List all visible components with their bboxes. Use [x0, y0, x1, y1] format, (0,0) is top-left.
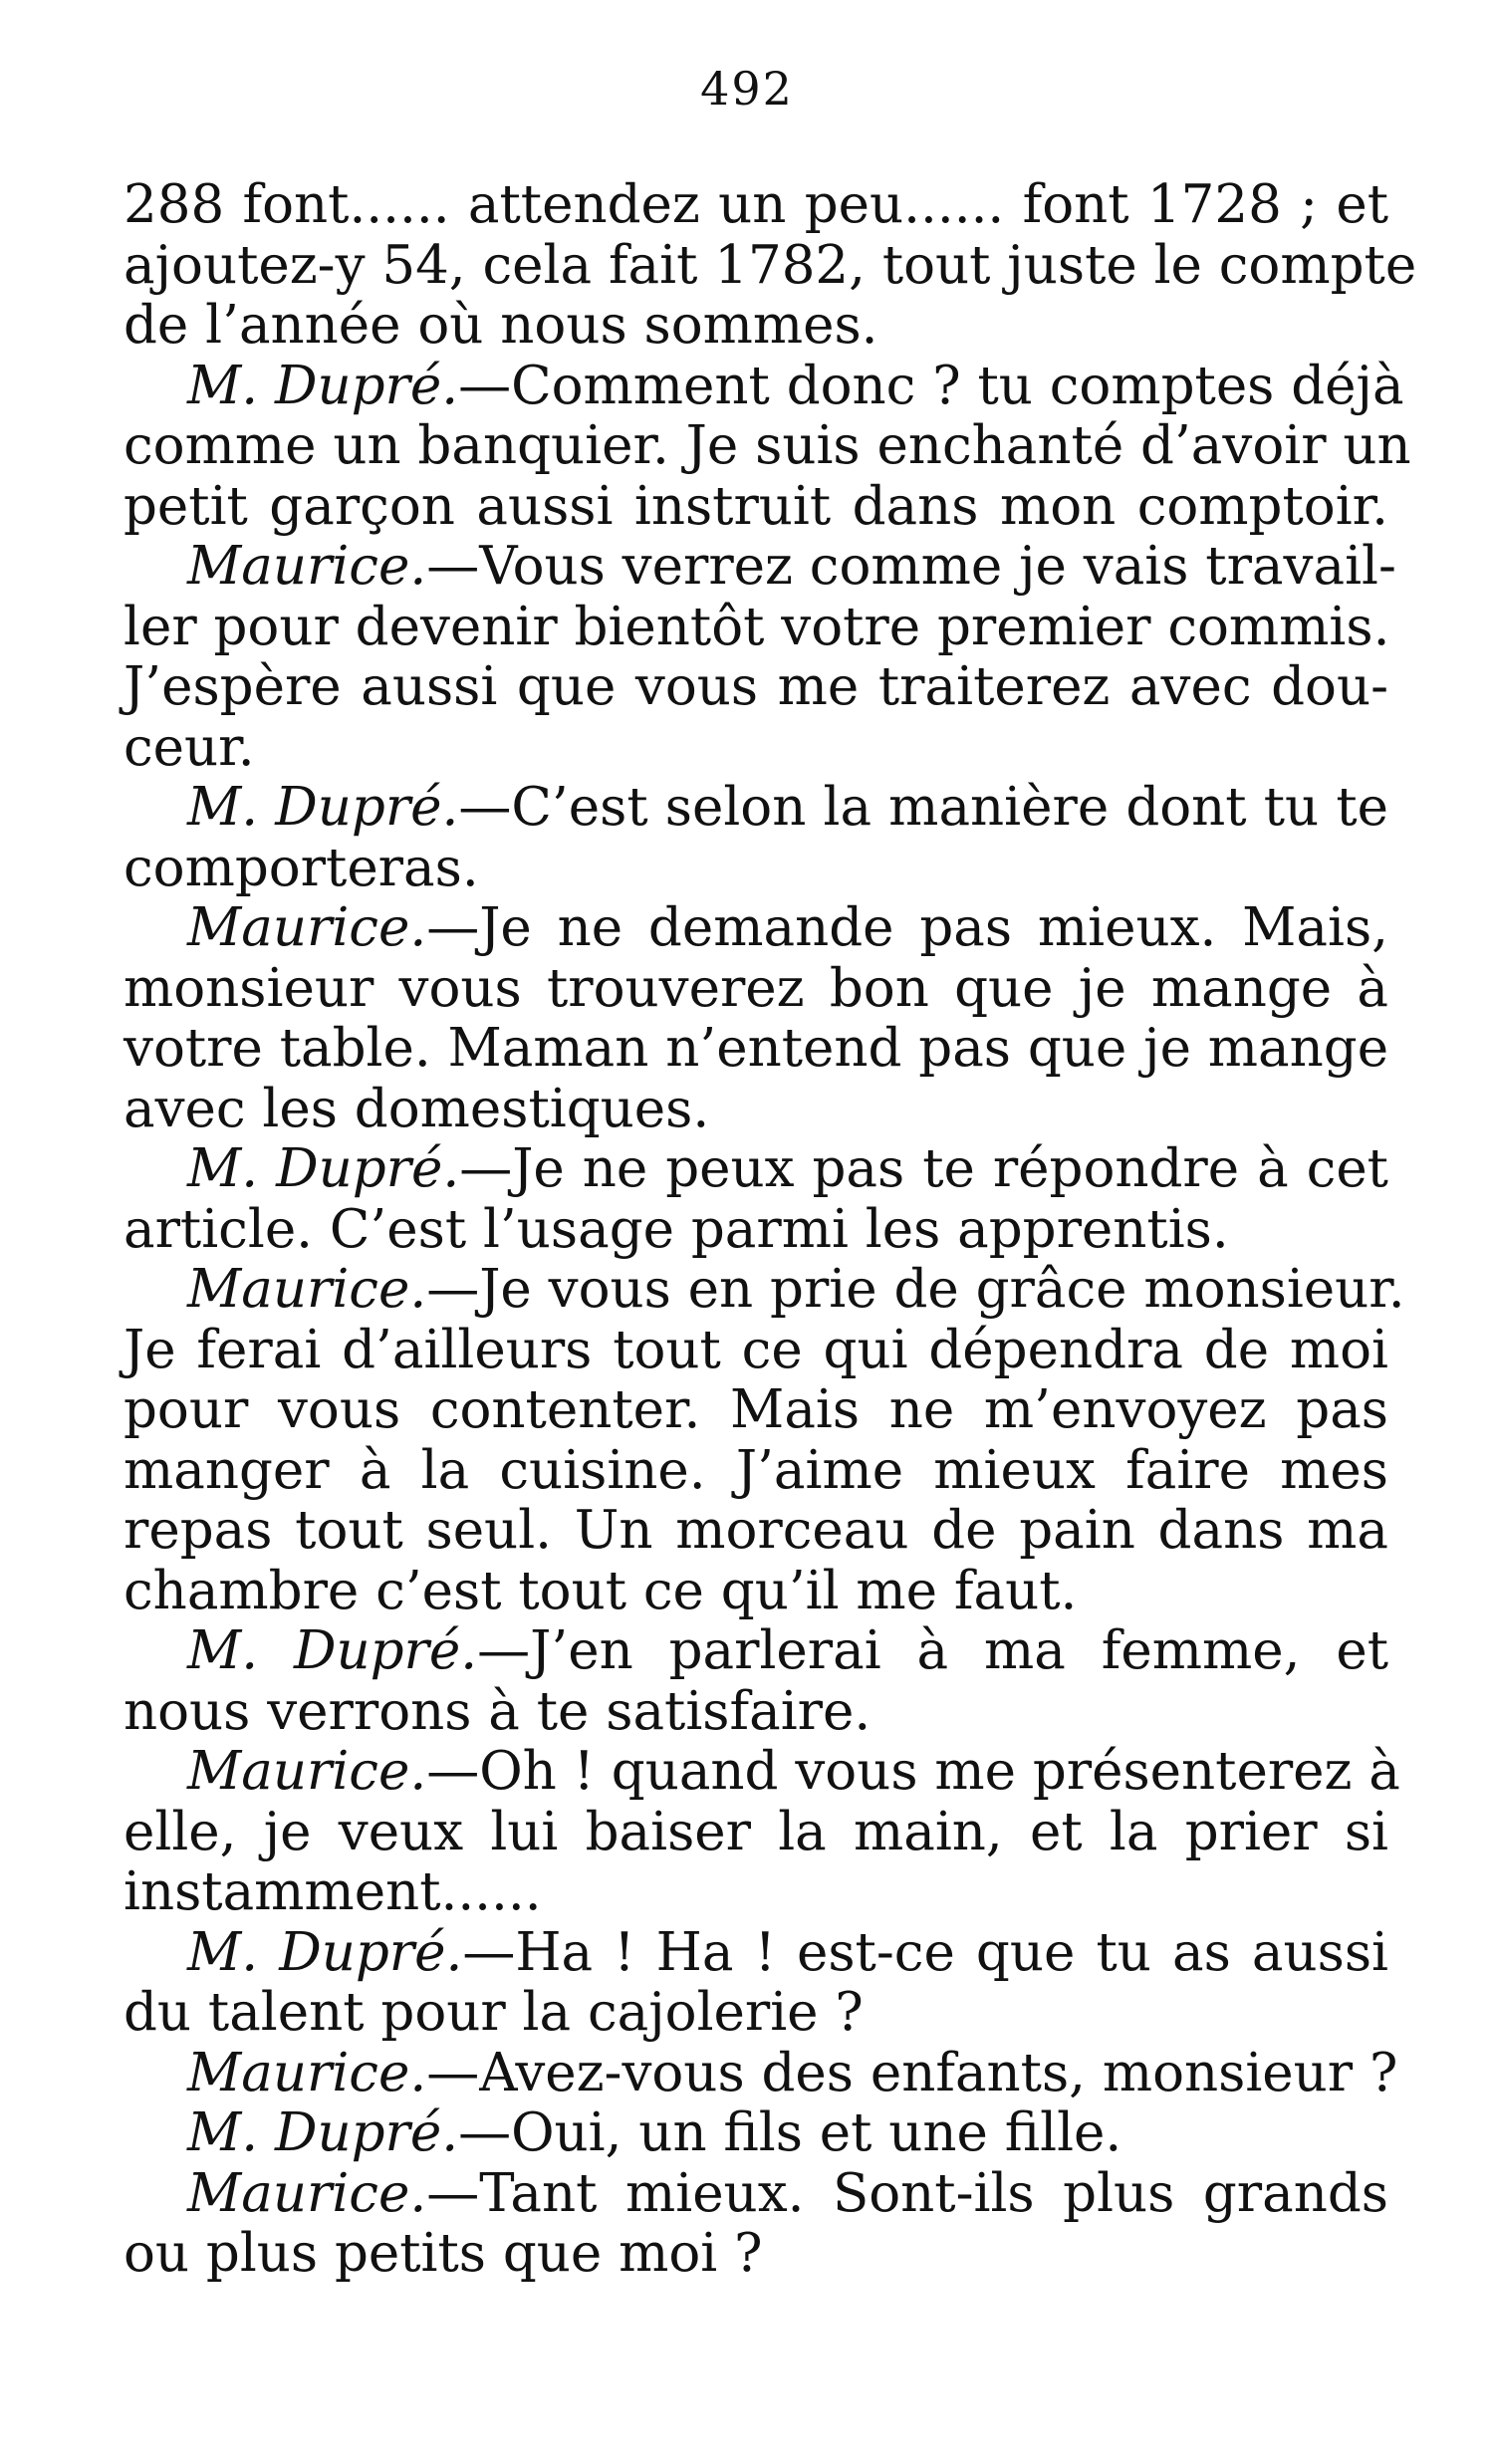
text-line [124, 1139, 1388, 1200]
text-line [124, 1441, 1388, 1502]
line-text: comporteras. [124, 837, 479, 898]
text-line [124, 1682, 1388, 1743]
line-text: ler pour devenir bientôt votre premier commis. [124, 596, 1390, 657]
line-text: —Je ne demande pas mieux. Mais, [426, 897, 1388, 958]
line-text: ou plus petits que moi ? [124, 2223, 763, 2284]
line-text: chambre c’est tout ce qu’il me faut. [124, 1560, 1078, 1621]
text-line [124, 1321, 1388, 1381]
line-text: elle, je veux lui baiser la main, et la prier si [124, 1801, 1388, 1862]
line-text: votre table. Maman n’entend pas que je mange [124, 1018, 1389, 1079]
line-text: J’espère aussi que vous me traiterez avec dou- [124, 656, 1388, 717]
line-text: monsieur vous trouverez bon que je mange à [124, 957, 1388, 1019]
speaker-name: M. Dupré. [187, 2102, 459, 2163]
speaker-name: Maurice. [187, 1259, 427, 1320]
text-line [124, 2042, 1398, 2104]
line-text: repas tout seul. Un morceau de pain dans ma [124, 1500, 1388, 1561]
text-line [124, 1862, 1388, 1923]
line-text: du talent pour la cajolerie ? [124, 1982, 864, 2043]
text-line [124, 1200, 1388, 1261]
text-line [124, 839, 1388, 899]
speaker-name: Maurice. [187, 2042, 427, 2103]
text-line [124, 234, 1417, 297]
text-line [124, 175, 1388, 236]
line-text: Je ferai d’ailleurs tout ce qui dépendra de moi [124, 1319, 1388, 1380]
line-text: —J’en parlerai à ma femme, et [477, 1620, 1388, 1681]
text-line [124, 415, 1411, 477]
dialogue-text [124, 174, 1417, 2285]
text-line [124, 1741, 1400, 1803]
text-line [124, 598, 1388, 658]
line-text: 288 font...... attendez un peu...... font 1728 ; et [124, 174, 1388, 235]
line-text: —Oh ! quand vous me présenterez à [426, 1741, 1400, 1802]
line-text: ajoutez-y 54, cela fait 1782, tout juste le compte [124, 234, 1417, 296]
text-line [124, 657, 1388, 718]
speaker-name: M. Dupré. [187, 1620, 478, 1681]
text-line [124, 1562, 1388, 1622]
speaker-name: Maurice. [187, 2162, 427, 2224]
line-text: comme un banquier. Je suis enchanté d’avoir un [124, 415, 1411, 476]
text-line [124, 355, 1404, 417]
speaker-name: Maurice. [187, 897, 427, 958]
line-text: —Je vous en prie de grâce monsieur. [426, 1259, 1405, 1320]
speaker-name: M. Dupré. [187, 777, 459, 838]
text-line [124, 1501, 1388, 1562]
line-text: pour vous contenter. Mais ne m’envoyez pas [124, 1379, 1388, 1440]
line-text: —C’est selon la manière dont tu te [458, 777, 1388, 838]
line-text: —Vous verrez comme je vais travail- [426, 536, 1396, 597]
line-text: —Oui, un fils et une fille. [458, 2102, 1122, 2163]
text-line [124, 1380, 1388, 1441]
text-line [124, 1019, 1388, 1080]
text-line [124, 959, 1388, 1020]
text-line [124, 718, 1388, 779]
text-line [124, 2224, 1388, 2285]
text-line [124, 898, 1388, 959]
text-line [124, 477, 1388, 538]
line-text: article. C’est l’usage parmi les apprentis. [124, 1198, 1229, 1260]
text-line [124, 296, 1388, 357]
line-text: manger à la cuisine. J’aime mieux faire mes [124, 1439, 1388, 1501]
text-line [124, 1621, 1388, 1682]
line-text: avec les domestiques. [124, 1078, 710, 1139]
line-text: —Avez-vous des enfants, monsieur ? [426, 2042, 1398, 2103]
text-line [124, 1259, 1405, 1321]
line-text: nous verrons à te satisfaire. [124, 1680, 872, 1742]
line-text: —Je ne peux pas te répondre à cet [459, 1138, 1388, 1199]
text-line [124, 1983, 1388, 2044]
speaker-name: M. Dupré. [187, 1138, 460, 1199]
text-line [124, 778, 1388, 839]
page-number: 492 [700, 62, 794, 116]
line-text: instamment...... [124, 1861, 542, 1922]
text-line [124, 2164, 1388, 2225]
text-line [124, 1080, 1388, 1140]
text-line [124, 1923, 1388, 1984]
line-text: —Tant mieux. Sont-ils plus grands [426, 2162, 1388, 2224]
text-line [124, 536, 1396, 598]
line-text: —Ha ! Ha ! est-ce que tu as aussi [462, 1921, 1388, 1983]
line-text: —Comment donc ? tu comptes déjà [458, 355, 1404, 416]
line-text: ceur. [124, 716, 255, 778]
line-text: petit garçon aussi instruit dans mon comptoir. [124, 475, 1388, 537]
speaker-name: M. Dupré. [187, 1921, 463, 1983]
speaker-name: Maurice. [187, 1741, 427, 1802]
text-line [124, 2103, 1388, 2164]
speaker-name: M. Dupré. [187, 355, 459, 416]
speaker-name: Maurice. [187, 536, 427, 597]
text-line [124, 1803, 1388, 1863]
line-text: de l’année où nous sommes. [124, 295, 878, 356]
